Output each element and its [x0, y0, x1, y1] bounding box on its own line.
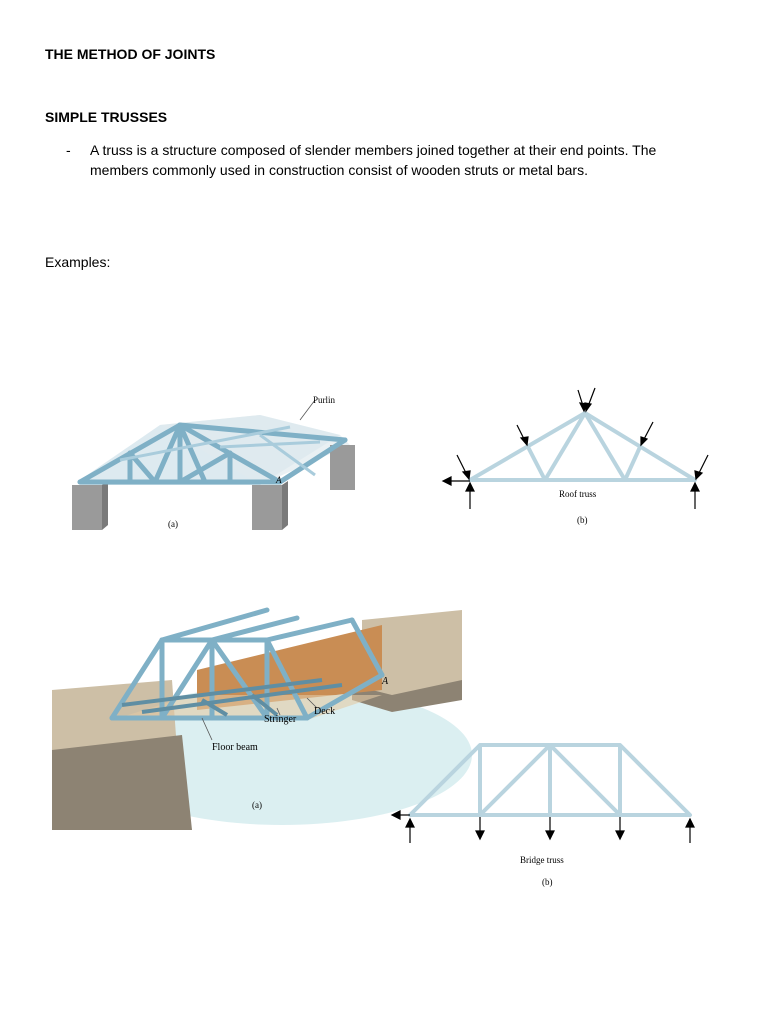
roof-truss-label: Roof truss: [559, 489, 597, 499]
roof-truss-2d-figure: [440, 385, 720, 530]
bridge-truss-2d-figure: [380, 735, 710, 895]
figure-caption-a: (a): [252, 800, 262, 810]
section-heading: SIMPLE TRUSSES: [45, 109, 168, 125]
figure-caption-b: (b): [542, 877, 553, 887]
bullet-text: A truss is a structure composed of slender members joined together at their end points. The members commonly used in construction consist of wooden struts or metal bars.: [90, 142, 657, 178]
figure-caption-a: (a): [168, 519, 178, 529]
examples-label: Examples:: [45, 254, 111, 270]
joint-a-label: A: [276, 475, 282, 485]
figure-caption-b: (b): [577, 515, 588, 525]
bridge-truss-label: Bridge truss: [520, 855, 564, 865]
page-title: THE METHOD OF JOINTS: [45, 46, 216, 62]
floor-beam-label: Floor beam: [212, 742, 258, 753]
roof-truss-3d-figure: [60, 385, 370, 535]
purlin-label: Purlin: [313, 395, 336, 405]
joint-a-label: A: [382, 676, 389, 687]
bullet-marker: -: [66, 142, 71, 158]
stringer-label: Stringer: [264, 714, 297, 725]
deck-label: Deck: [314, 706, 336, 717]
